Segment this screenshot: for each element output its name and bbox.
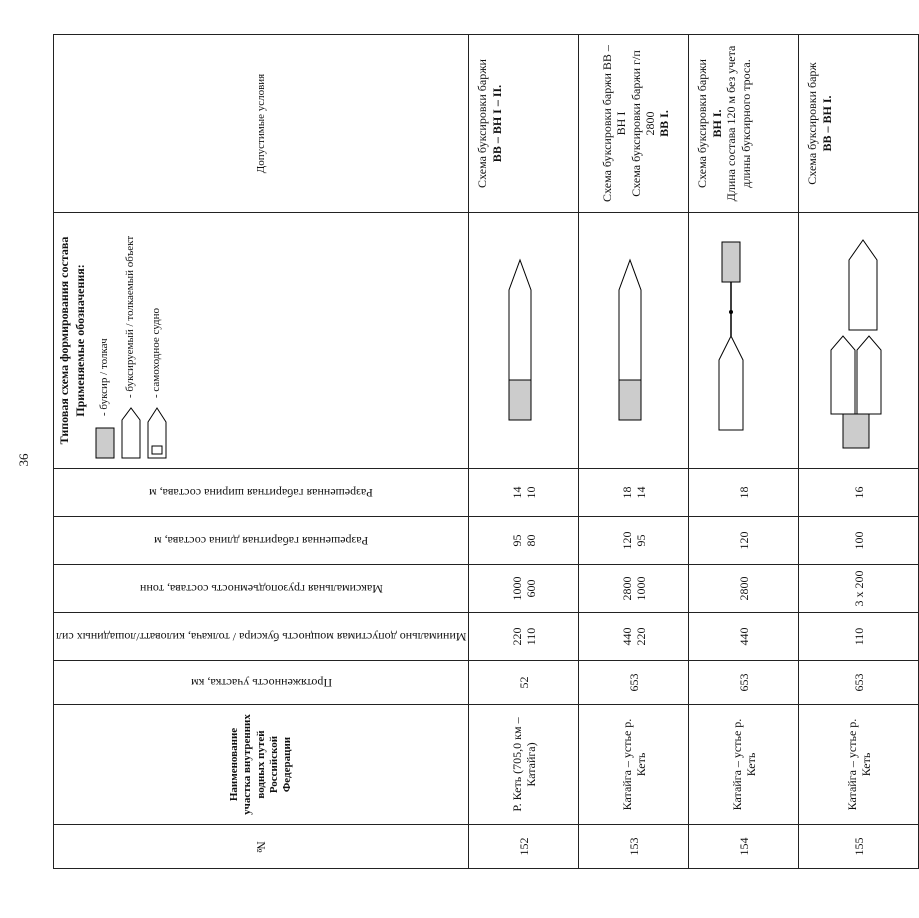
convoy-table	[53, 34, 919, 869]
cell-power: 110	[799, 613, 919, 661]
header-max-tonnage: Максимальная грузоподъемность состава, тонн	[54, 565, 469, 613]
cell-conditions: Схема буксировки баржи ВВ – ВН I Схема буксировки баржи г/п 2800 ВВ I.	[579, 35, 689, 213]
cell-section: Катайга – устье р. Кеть	[579, 705, 689, 825]
tug-icon	[509, 381, 531, 421]
cell-power: 440 220	[579, 613, 689, 661]
cell-convoy-length: 95 80	[469, 517, 579, 565]
cell-section: Катайга – устье р. Кеть	[799, 705, 919, 825]
cell-convoy-width: 18 14	[579, 469, 689, 517]
cell-convoy-length: 100	[799, 517, 919, 565]
tug-icon	[722, 243, 740, 283]
header-num: №	[54, 825, 469, 869]
page-number: 36	[16, 453, 31, 467]
cell-length: 653	[689, 661, 799, 705]
cell-length: 653	[799, 661, 919, 705]
cell-convoy-width: 18	[689, 469, 799, 517]
table-row	[799, 35, 919, 869]
barge-icon	[831, 337, 855, 415]
cell-num: 152	[469, 825, 579, 869]
cell-schema	[579, 213, 689, 469]
convoy-schema-diagram	[691, 221, 791, 461]
cell-conditions: Схема буксировки баржи ВВ – ВН I – II.	[469, 35, 579, 213]
barge-icon	[120, 406, 142, 460]
rotated-page	[53, 35, 873, 869]
header-conditions: Допустимые условия	[54, 35, 469, 213]
tug-icon	[843, 415, 869, 449]
table-row	[469, 35, 579, 869]
cell-length: 653	[579, 661, 689, 705]
cell-convoy-length: 120	[689, 517, 799, 565]
barge-icon	[857, 337, 881, 415]
header-section: Наименование участка внутренних водных путей Российской Федерации	[54, 705, 469, 825]
cell-num: 155	[799, 825, 919, 869]
cell-tonnage: 2800 1000	[579, 565, 689, 613]
cell-tonnage: 1000 600	[469, 565, 579, 613]
legend-item-tug: - буксир / толкач	[94, 221, 116, 460]
cell-tonnage: 3 х 200	[799, 565, 919, 613]
barge-icon	[719, 337, 743, 431]
cell-num: 154	[689, 825, 799, 869]
barge-icon	[509, 261, 531, 381]
convoy-schema-diagram	[801, 221, 911, 461]
cell-convoy-width: 14 10	[469, 469, 579, 517]
barge-icon	[619, 261, 641, 381]
cell-schema	[799, 213, 919, 469]
convoy-schema-diagram	[581, 221, 681, 461]
header-schema: Типовая схема формирования состава Применяемые обозначения: - буксир / толкач - буксируемый / толкаемый объект - самоходное судно	[54, 213, 469, 469]
table-row	[689, 35, 799, 869]
convoy-schema-diagram	[471, 221, 571, 461]
header-allowed-length: Разрешенная габаритная длина состава, м	[54, 517, 469, 565]
cell-section: Р. Кеть (705,0 км – Катайга)	[469, 705, 579, 825]
tug-icon	[619, 381, 641, 421]
cell-section: Катайга – устье р. Кеть	[689, 705, 799, 825]
cell-convoy-length: 120 95	[579, 517, 689, 565]
table-row	[579, 35, 689, 869]
cell-power: 220 110	[469, 613, 579, 661]
cell-tonnage: 2800	[689, 565, 799, 613]
cell-convoy-width: 16	[799, 469, 919, 517]
cell-conditions: Схема буксировки баржи ВН I. Длина состава 120 м без учета длины буксирного троса.	[689, 35, 799, 213]
cell-schema	[469, 213, 579, 469]
cell-conditions: Схема буксировки барж ВВ – ВН I.	[799, 35, 919, 213]
barge-icon	[849, 241, 877, 331]
cell-power: 440	[689, 613, 799, 661]
cell-length: 52	[469, 661, 579, 705]
header-allowed-width: Разрешенная габаритная ширина состава, м	[54, 469, 469, 517]
header-length: Протяженность участка, км	[54, 661, 469, 705]
cell-num: 153	[579, 825, 689, 869]
legend-item-vessel: - самоходное судно	[146, 221, 168, 460]
cell-schema	[689, 213, 799, 469]
header-min-power: Минимально допустимая мощность буксира / толкача, киловатт/лошадиных сил	[54, 613, 469, 661]
legend-item-barge: - буксируемый / толкаемый объект	[120, 221, 142, 460]
legend: Применяемые обозначения: - буксир / толкач - буксируемый / толкаемый объект - самоходное судно	[74, 221, 168, 460]
tug-icon	[94, 424, 116, 460]
vessel-icon	[146, 406, 168, 460]
